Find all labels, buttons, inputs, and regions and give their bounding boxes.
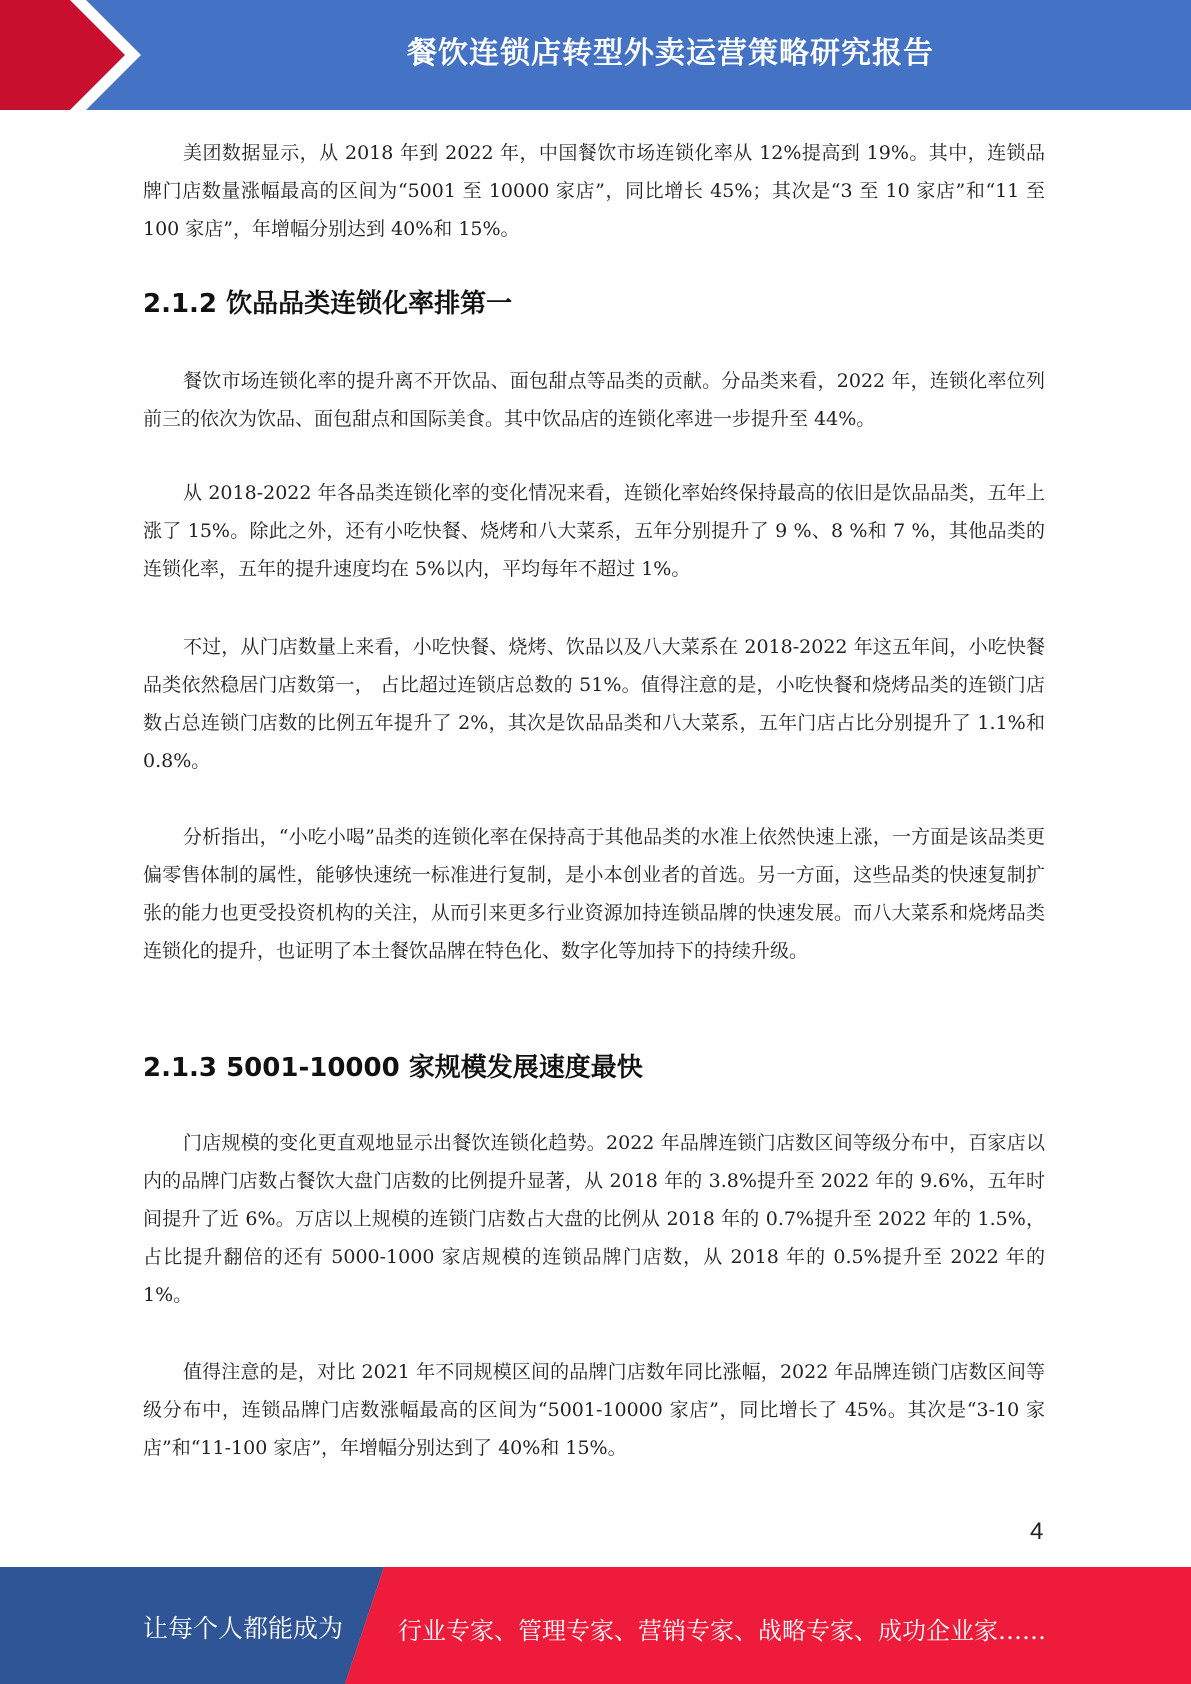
- paragraph-scale-change: 门店规模的变化更直观地显示出餐饮连锁化趋势。2022 年品牌连锁门店数区间等级分布中，百家店以内的品牌门店数占餐饮大盘门店数的比例提升显著，从 2018 年的 3.8%提升至 2022 年的 9.6%，五年时间提升了近 6%。万店以上规模的连锁门店数占大盘的比例从 2018 年的 0.7%提升至 2022 年的 1.5%，占比提升翻倍的还有 5000-1000 家店规模的连锁品牌门店数，从 2018 年的 0.5%提升至 2022 年的 1%。: [143, 1132, 1045, 1306]
- paragraph-scale-growth: 值得注意的是，对比 2021 年不同规模区间的品牌门店数年同比涨幅，2022 年品牌连锁门店数区间等级分布中，连锁品牌门店数涨幅最高的区间为“5001-10000 家店”，同比增长了 45%。其次是“3-10 家店”和“11-100 家店”，年增幅分别达到了 40%和 15%。: [143, 1361, 1045, 1459]
- paragraph-category-contribution: 餐饮市场连锁化率的提升离不开饮品、面包甜点等品类的贡献。分品类来看，2022 年，连锁化率位列前三的依次为饮品、面包甜点和国际美食。其中饮品店的连锁化率进一步提升至 44%。: [143, 370, 1045, 430]
- paragraph-analysis: 分析指出，“小吃小喝”品类的连锁化率在保持高于其他品类的水准上依然快速上涨，一方面是该品类更偏零售体制的属性，能够快速统一标准进行复制，是小本创业者的首选。另一方面，这些品类的快速复制扩张的能力也更受投资机构的关注，从而引来更多行业资源加持连锁品牌的快速发展。而八大菜系和烧烤品类连锁化的提升，也证明了本土餐饮品牌在特色化、数字化等加持下的持续升级。: [143, 826, 1045, 962]
- page-number: 4: [1030, 1518, 1044, 1545]
- section-heading-2-1-3: 2.1.3 5001-10000 家规模发展速度最快: [143, 1053, 643, 1083]
- section-heading-2-1-2: 2.1.2 饮品品类连锁化率排第一: [143, 289, 513, 319]
- paragraph-category-trend: 从 2018-2022 年各品类连锁化率的变化情况来看，连锁化率始终保持最高的依旧是饮品品类，五年上涨了 15%。除此之外，还有小吃快餐、烧烤和八大菜系，五年分别提升了 9 %、8 %和 7 %，其他品类的连锁化率，五年的提升速度均在 5%以内，平均每年不超过 1%。: [143, 482, 1045, 580]
- report-title: 餐饮连锁店转型外卖运营策略研究报告: [407, 36, 934, 71]
- footer-slogan-right: 行业专家、管理专家、营销专家、战略专家、成功企业家……: [398, 1617, 1046, 1645]
- footer-slogan-left: 让每个人都能成为: [143, 1614, 344, 1643]
- paragraph-store-count: 不过，从门店数量上来看，小吃快餐、烧烤、饮品以及八大菜系在 2018-2022 年这五年间，小吃快餐品类依然稳居门店数第一， 占比超过连锁店总数的 51%。值得注意的是，小吃快餐和烧烤品类的连锁门店数占总连锁门店数的比例五年提升了 2%，其次是饮品品类和八大菜系，五年门店占比分别提升了 1.1%和 0.8%。: [143, 636, 1045, 772]
- page-footer: [0, 1567, 1191, 1684]
- paragraph-chain-rate-overview: 美团数据显示，从 2018 年到 2022 年，中国餐饮市场连锁化率从 12%提高到 19%。其中，连锁品牌门店数量涨幅最高的区间为“5001 至 10000 家店”，同比增长 45%；其次是“3 至 10 家店”和“11 至 100 家店”，年增幅分别达到 40%和 15%。: [143, 142, 1045, 240]
- page-header: [0, 0, 1191, 110]
